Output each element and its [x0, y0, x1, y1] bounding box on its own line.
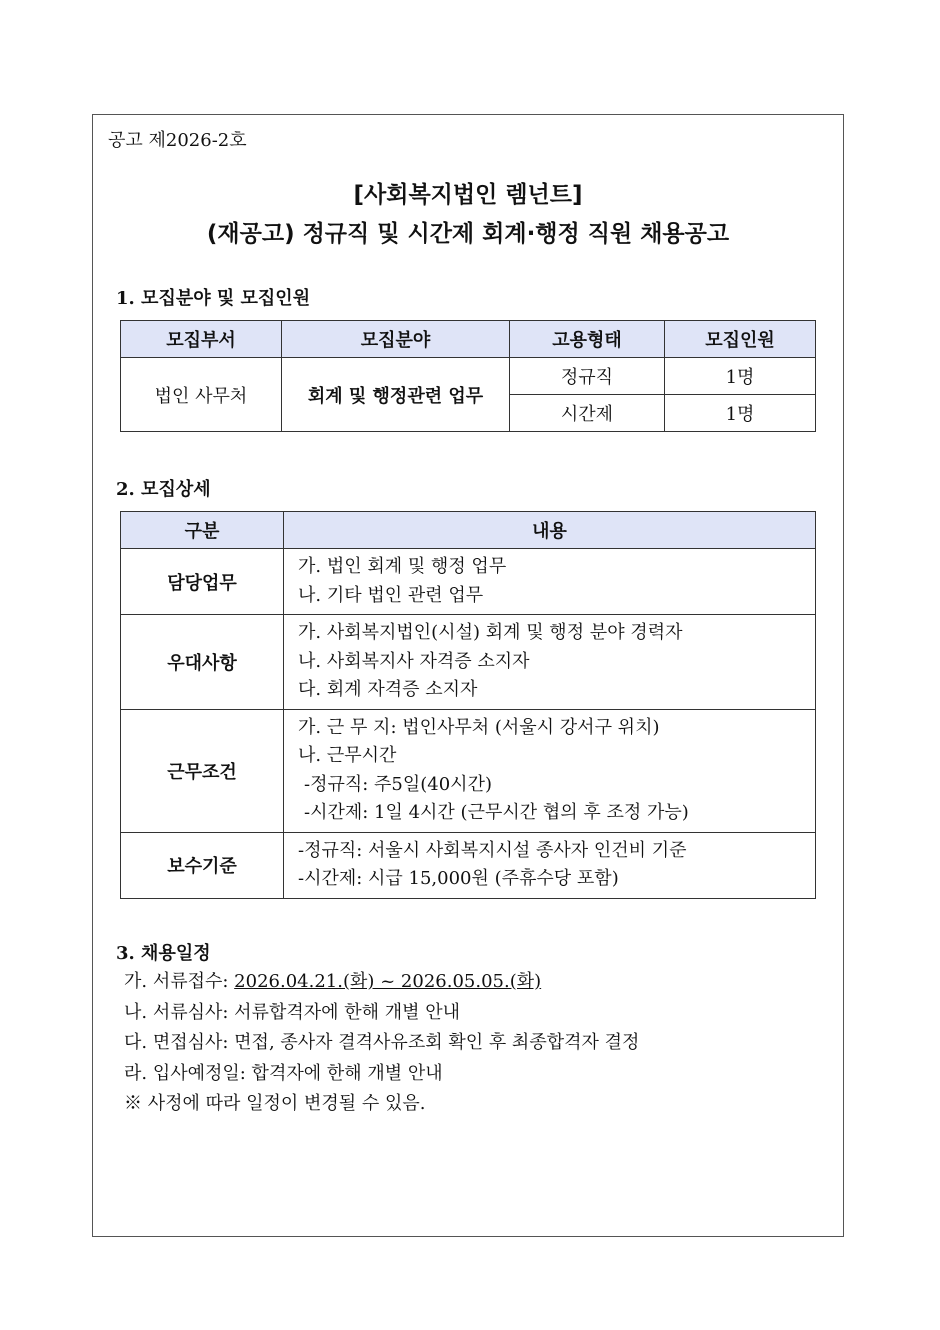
content-line: 다. 회계 자격증 소지자	[298, 679, 478, 700]
header-headcount: 모집인원	[665, 321, 816, 358]
table-header-row	[121, 321, 816, 358]
table-row	[121, 709, 816, 832]
conditions-content	[284, 709, 816, 832]
duties-label: 담당업무	[121, 549, 284, 615]
table-row	[121, 832, 816, 898]
content-line: -시간제: 1일 4시간 (근무시간 협의 후 조정 가능)	[304, 802, 689, 823]
header-employment-type: 고용형태	[510, 321, 665, 358]
content-line: 가. 사회복지법인(시설) 회계 및 행정 분야 경력자	[298, 622, 683, 643]
salary-content	[284, 832, 816, 898]
content-line: 나. 사회복지사 자격증 소지자	[298, 650, 530, 672]
table-row	[121, 358, 816, 395]
preferences-content	[284, 615, 816, 710]
content-line: -정규직: 주5일(40시간)	[304, 773, 492, 795]
content-line: -시간제: 시급 15,000원 (주휴수당 포함)	[298, 868, 619, 889]
table-row	[121, 549, 816, 615]
field-cell: 회계 및 행정관련 업무	[282, 358, 510, 432]
title-organization: [사회복지법인 렘넌트]	[353, 182, 583, 208]
schedule-item: 다. 면접심사: 면접, 종사자 결격사유조회 확인 후 최종합격자 결정	[124, 1032, 640, 1053]
content-line: 나. 기타 법인 관련 업무	[298, 584, 484, 606]
table-header-row	[121, 512, 816, 549]
table-row	[121, 615, 816, 710]
schedule-note: ※ 사정에 따라 일정이 변경될 수 있음.	[124, 1093, 426, 1114]
header-category: 구분	[121, 512, 284, 549]
header-department: 모집부서	[121, 321, 282, 358]
section1-heading: 1. 모집분야 및 모집인원	[116, 288, 311, 309]
section2-heading: 2. 모집상세	[116, 479, 211, 500]
content-line: 가. 법인 회계 및 행정 업무	[298, 556, 507, 577]
employment-type-cell: 시간제	[510, 395, 665, 432]
schedule-item-label: 가. 서류접수:	[124, 971, 235, 992]
detail-table	[120, 511, 816, 899]
title-announcement: (재공고) 정규직 및 시간제 회계·행정 직원 채용공고	[206, 221, 730, 247]
application-period: 2026.04.21.(화) ~ 2026.05.05.(화)	[234, 971, 542, 992]
section3-heading: 3. 채용일정	[116, 943, 211, 964]
preferences-label: 우대사항	[121, 615, 284, 710]
department-cell: 법인 사무처	[121, 358, 282, 432]
schedule-list	[124, 967, 639, 1120]
content-line: 가. 근 무 지: 법인사무처 (서울시 강서구 위치)	[298, 716, 660, 738]
recruitment-table	[120, 320, 816, 432]
duties-content	[284, 549, 816, 615]
employment-type-cell: 정규직	[510, 358, 665, 395]
headcount-cell: 1명	[665, 358, 816, 395]
content-line: -정규직: 서울시 사회복지시설 종사자 인건비 기준	[298, 839, 687, 861]
headcount-cell: 1명	[665, 395, 816, 432]
content-line: 나. 근무시간	[298, 745, 397, 766]
salary-label: 보수기준	[121, 832, 284, 898]
schedule-item: 라. 입사예정일: 합격자에 한해 개별 안내	[124, 1062, 443, 1084]
schedule-item	[124, 967, 639, 998]
header-field: 모집분야	[282, 321, 510, 358]
notice-number: 공고 제2026-2호	[108, 130, 247, 151]
schedule-item: 나. 서류심사: 서류합격자에 한해 개별 안내	[124, 1001, 460, 1023]
header-content: 내용	[284, 512, 816, 549]
conditions-label: 근무조건	[121, 709, 284, 832]
